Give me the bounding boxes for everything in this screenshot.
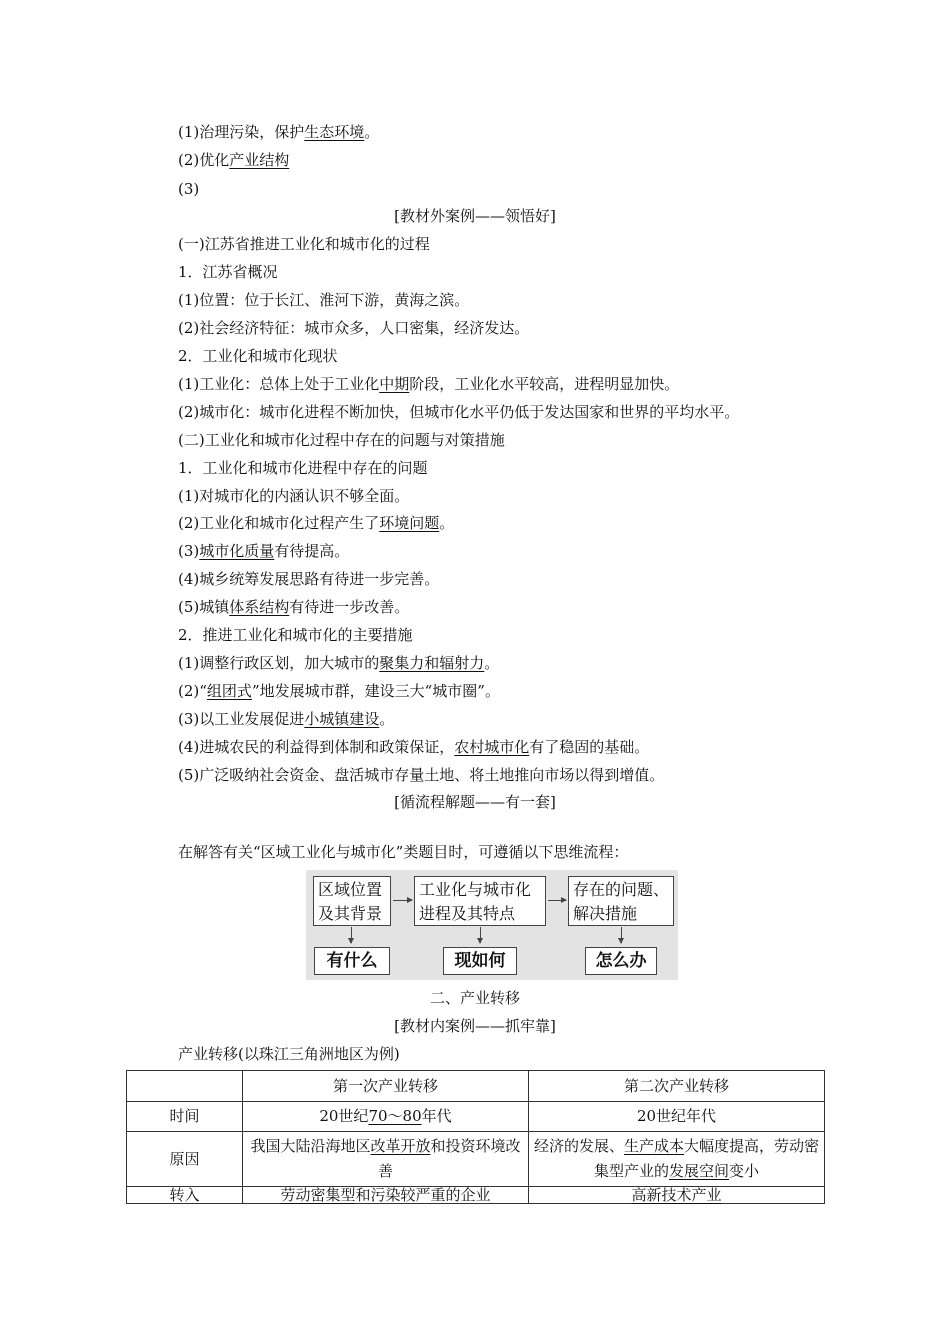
- text: 经济的发展、: [533, 1137, 624, 1155]
- underlined-answer: 城市化质量: [199, 542, 275, 560]
- arrow-down-icon: [621, 927, 622, 943]
- underlined-answer: 生态环境: [304, 123, 365, 141]
- underlined-answer: 劳动密集型: [280, 1186, 356, 1204]
- table-row-label: 原因: [127, 1132, 243, 1187]
- industry-transfer-table: [126, 1070, 825, 1204]
- text: (1)调整行政区划，加大城市的: [178, 654, 380, 672]
- list-item: (1)位置：位于长江、淮河下游，黄海之滨。: [178, 291, 470, 309]
- subheading: 2．推进工业化和城市化的主要措施: [178, 626, 413, 644]
- text: 阶段，工业化水平较高，进程明显加快。: [409, 375, 680, 393]
- text: 有待提高。: [274, 542, 350, 560]
- table-row: [127, 1187, 825, 1204]
- text: 有待进一步改善。: [289, 598, 410, 616]
- flow-box-process: [414, 876, 546, 926]
- heading: (一)江苏省推进工业化和城市化的过程: [178, 235, 430, 253]
- text: ”地发展城市群，建设三大“城市圈”。: [251, 682, 500, 700]
- arrow-right-icon: [548, 900, 566, 901]
- table-row-label: 转入: [127, 1187, 243, 1204]
- flow-box-text: 解决措施: [573, 904, 638, 923]
- flow-result-what: 有什么: [314, 947, 390, 975]
- text: 20世纪: [319, 1107, 369, 1125]
- underlined-answer: 改革开放: [370, 1137, 431, 1155]
- flow-box-text: 存在的问题、: [573, 880, 670, 899]
- table-header: 第一次产业转移: [243, 1071, 529, 1102]
- underlined-answer: 环境问题: [379, 514, 440, 532]
- flow-box-location: [313, 876, 391, 926]
- arrow-right-icon: [393, 900, 412, 901]
- table-cell: 20世纪年代: [529, 1102, 825, 1132]
- table-cell: [529, 1132, 825, 1187]
- text: 和污染较严重的企业: [355, 1186, 491, 1204]
- underlined-answer: 中期: [379, 375, 410, 393]
- text: (2)“: [178, 682, 207, 700]
- table-intro: 产业转移(以珠江三角洲地区为例): [178, 1045, 400, 1063]
- underlined-answer: 体系结构: [229, 598, 290, 616]
- text: 变小: [729, 1162, 760, 1180]
- table-header: 第二次产业转移: [529, 1071, 825, 1102]
- table-row-label: 时间: [127, 1102, 243, 1132]
- text: (2)优化: [178, 151, 230, 169]
- arrow-down-icon: [351, 927, 352, 943]
- subheading: 2．工业化和城市化现状: [178, 347, 338, 365]
- arrow-down-icon: [480, 927, 481, 943]
- list-item: [178, 653, 499, 673]
- text: (1)治理污染，保护: [178, 123, 305, 141]
- subheading: 1．工业化和城市化进程中存在的问题: [178, 459, 428, 477]
- heading: (二)工业化和城市化过程中存在的问题与对策措施: [178, 431, 505, 449]
- text: (3)以工业发展促进: [178, 710, 305, 728]
- list-item: [178, 709, 394, 729]
- text: 我国大陆沿海地区: [250, 1137, 371, 1155]
- text: 和投资环境改善: [377, 1137, 521, 1180]
- list-item: [178, 737, 649, 757]
- flow-box-problems: [568, 876, 674, 926]
- list-item: [178, 541, 349, 561]
- list-item: (2)城市化：城市化进程不断加快，但城市化水平仍低于发达国家和世界的平均水平。: [178, 403, 740, 421]
- table-cell: [243, 1187, 529, 1204]
- table-cell: [243, 1132, 529, 1187]
- subheading: 1．江苏省概况: [178, 263, 278, 281]
- table-header: [127, 1071, 243, 1102]
- underlined-answer: 发展空间: [668, 1162, 729, 1180]
- underlined-answer: 产业结构: [229, 151, 290, 169]
- underlined-answer: 生产成本: [623, 1137, 684, 1155]
- text: (3): [178, 542, 200, 560]
- part-title: 二、产业转移: [429, 989, 520, 1007]
- underlined-answer: 高新技术产业: [631, 1186, 722, 1204]
- underlined-answer: 农村城市化: [454, 738, 530, 756]
- list-item: (1)对城市化的内涵认识不够全面。: [178, 487, 410, 505]
- flow-box-text: 进程及其特点: [419, 904, 516, 923]
- section-title: [教材内案例——抓牢靠]: [394, 1017, 556, 1035]
- underlined-answer: 聚集力和辐射力: [379, 654, 485, 672]
- table-cell: [243, 1102, 529, 1132]
- list-item: [178, 513, 454, 533]
- flow-intro: 在解答有关“区域工业化与城市化”类题目时，可遵循以下思维流程：: [178, 843, 629, 861]
- underlined-answer: 组团式: [206, 682, 252, 700]
- text: (1)工业化：总体上处于工业化: [178, 375, 380, 393]
- section-title: [循流程解题——有一套]: [394, 793, 556, 811]
- underlined-answer: 70～80: [368, 1107, 422, 1125]
- underlined-answer: 小城镇建设: [304, 710, 380, 728]
- list-item: [178, 597, 409, 617]
- text: 。: [484, 654, 500, 672]
- flow-result-action: 怎么办: [585, 947, 657, 975]
- list-item: (4)城乡统筹发展思路有待进一步完善。: [178, 570, 440, 588]
- text: 。: [364, 123, 380, 141]
- list-item: [178, 681, 500, 701]
- table-header-row: [127, 1071, 825, 1102]
- list-item-1: [178, 122, 379, 142]
- flowchart: [306, 870, 678, 980]
- text: (4)进城农民的利益得到体制和政策保证，: [178, 738, 455, 756]
- text: 有了稳固的基础。: [529, 738, 650, 756]
- list-item: [178, 374, 679, 394]
- table-row: [127, 1102, 825, 1132]
- text: 大幅度提高，劳动密集型产业的: [593, 1137, 820, 1180]
- text: 年代: [421, 1107, 452, 1125]
- list-item-3: (3): [178, 180, 200, 198]
- flow-box-text: 区域位置: [318, 880, 383, 899]
- table-cell: [529, 1187, 825, 1204]
- text: 。: [439, 514, 455, 532]
- text: 。: [379, 710, 395, 728]
- flow-box-text: 工业化与城市化: [419, 880, 532, 899]
- flow-result-how: 现如何: [443, 947, 517, 975]
- section-title: [教材外案例——领悟好]: [394, 207, 556, 225]
- list-item-2: [178, 150, 289, 170]
- text: (2)工业化和城市化过程产生了: [178, 514, 380, 532]
- list-item: (5)广泛吸纳社会资金、盘活城市存量土地、将土地推向市场以得到增值。: [178, 766, 665, 784]
- list-item: (2)社会经济特征：城市众多，人口密集，经济发达。: [178, 319, 530, 337]
- flow-box-text: 及其背景: [318, 904, 383, 923]
- text: (5)城镇: [178, 598, 230, 616]
- table-row: [127, 1132, 825, 1187]
